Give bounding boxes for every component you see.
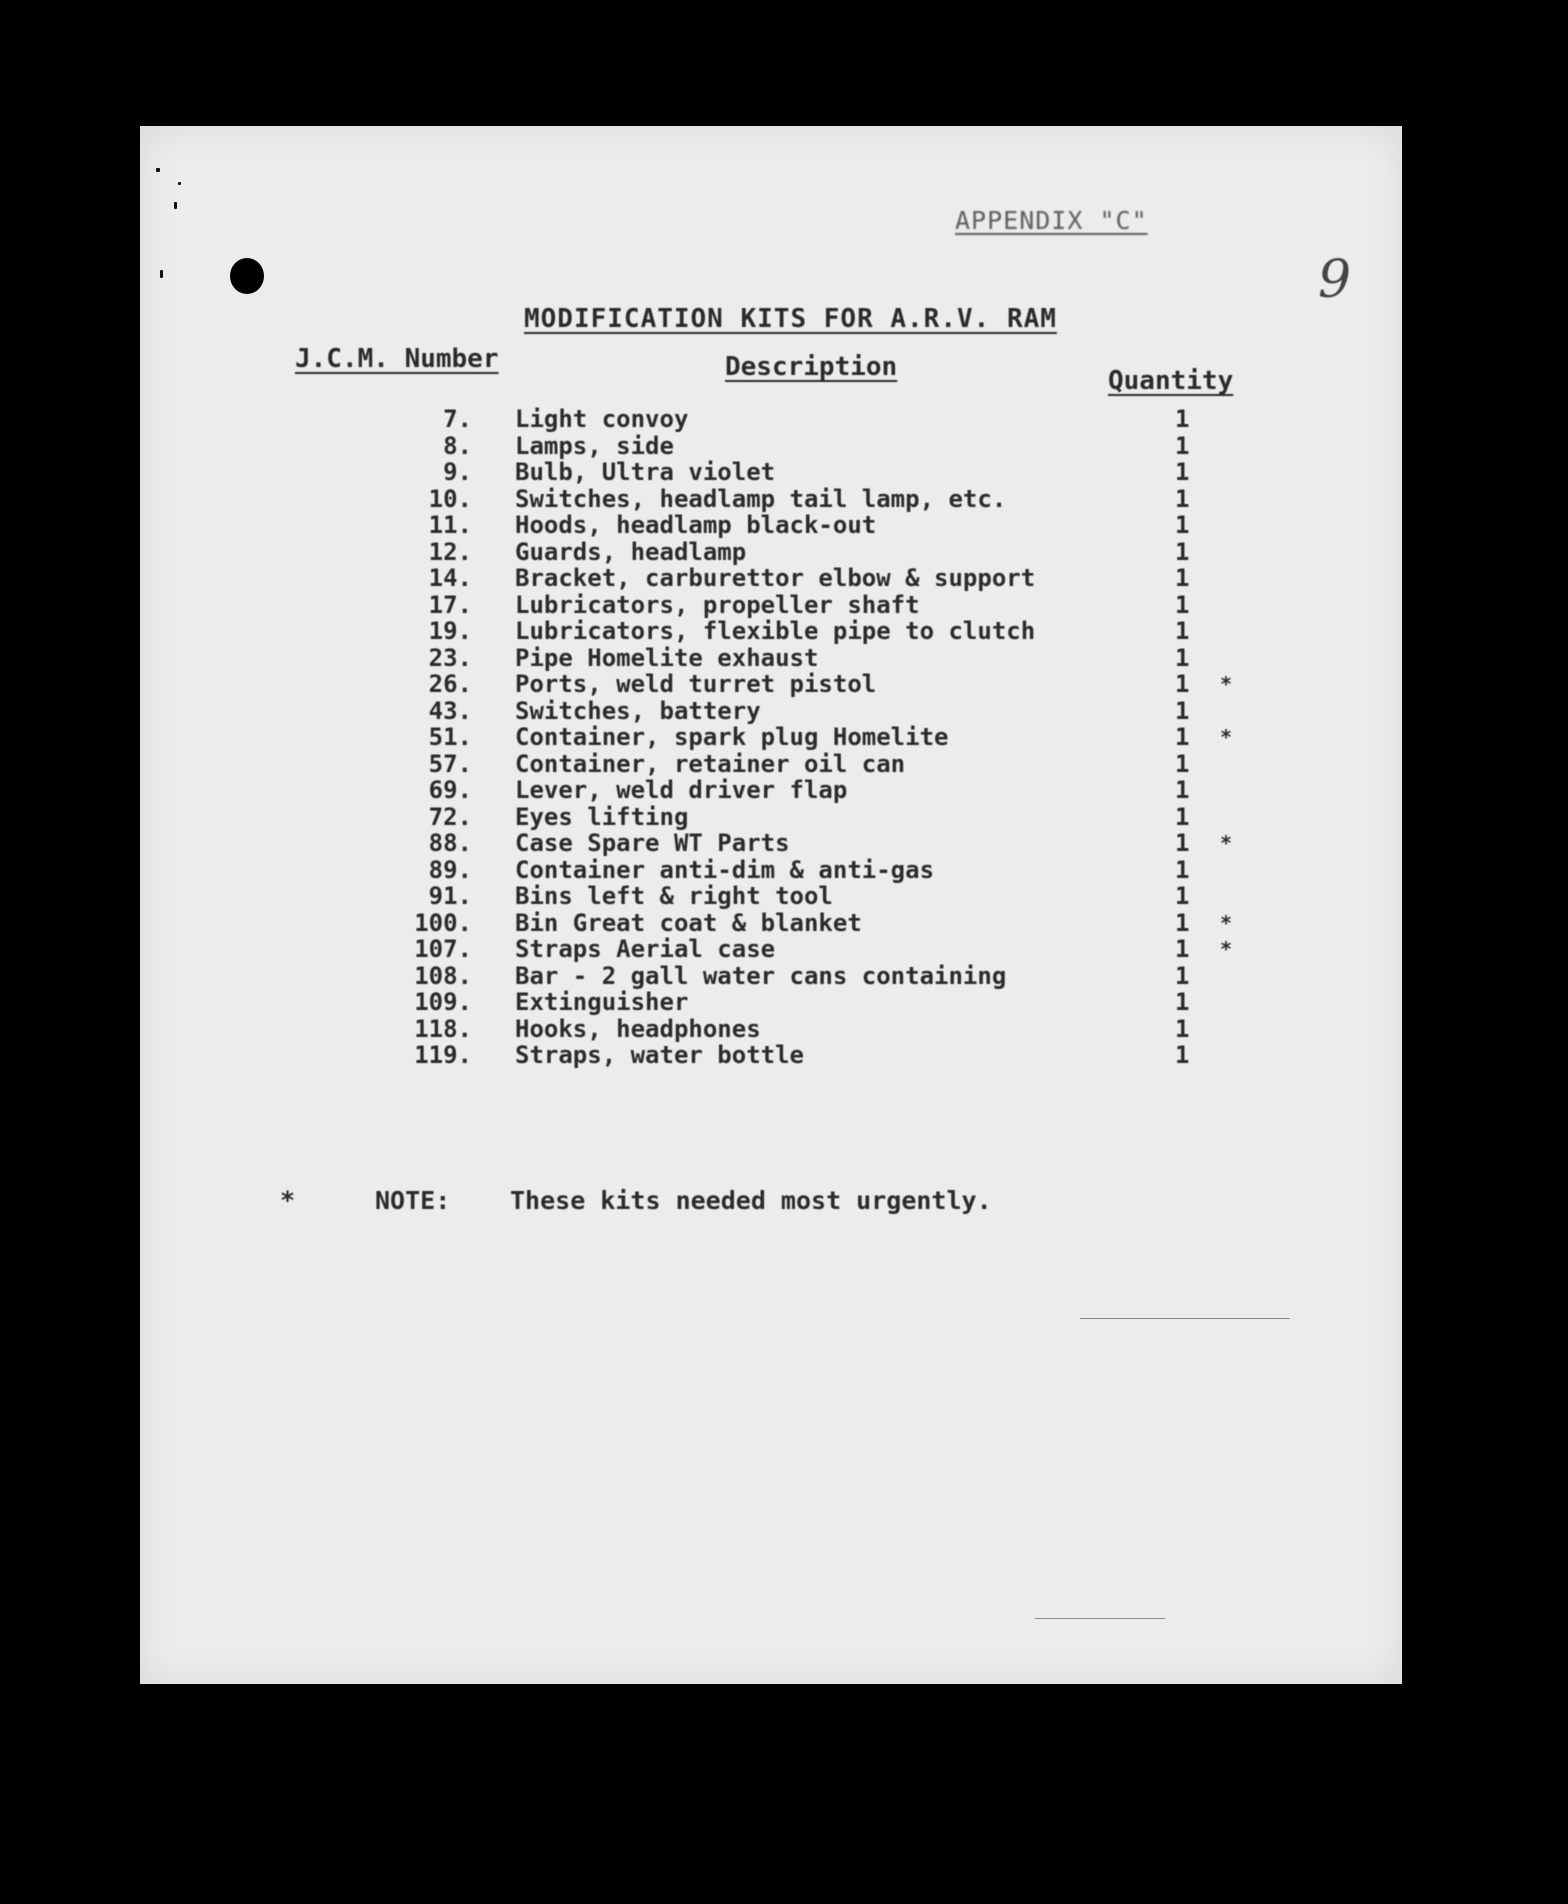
row-quantity: 1 — [1175, 935, 1190, 963]
row-description: Bracket, carburettor elbow & support — [515, 564, 1036, 592]
note-marker: * — [280, 1186, 296, 1215]
row-number: 14. — [428, 564, 472, 592]
row-quantity: 1 — [1175, 670, 1190, 698]
note-label: NOTE: — [375, 1186, 451, 1215]
row-number: 9. — [443, 458, 472, 486]
row-quantity: 1 — [1175, 696, 1190, 725]
row-quantity: 1 — [1175, 537, 1190, 566]
table-row — [140, 910, 1402, 937]
row-number: 8. — [443, 431, 472, 460]
row-number: 88. — [428, 829, 472, 857]
row-number: 108. — [414, 961, 472, 990]
row-description: Straps Aerial case — [515, 935, 776, 963]
table-row — [140, 1042, 1402, 1069]
row-number: 57. — [428, 749, 472, 778]
row-number: 119. — [414, 1041, 472, 1069]
table-row — [140, 618, 1402, 645]
row-number: 23. — [428, 643, 472, 672]
row-quantity: 1 — [1175, 749, 1190, 778]
row-number: 72. — [428, 802, 472, 831]
row-number: 109. — [414, 988, 472, 1016]
row-description: Bulb, Ultra violet — [515, 458, 776, 486]
table-row — [140, 486, 1402, 513]
page-title: MODIFICATION KITS FOR A.R.V. RAM — [524, 304, 1057, 334]
row-quantity: 1 — [1175, 458, 1190, 486]
table-row — [140, 830, 1402, 857]
row-quantity: 1 — [1175, 511, 1190, 539]
row-quantity: 1 — [1175, 882, 1190, 910]
table-row — [140, 433, 1402, 460]
table-row — [140, 565, 1402, 592]
row-number: 7. — [443, 405, 472, 433]
column-header-description: Description — [725, 352, 898, 382]
row-description: Pipe Homelite exhaust — [515, 643, 819, 672]
row-description: Guards, headlamp — [515, 537, 747, 566]
table-row — [140, 724, 1402, 751]
row-number: 19. — [428, 617, 472, 645]
row-urgent-marker: * — [1220, 910, 1233, 935]
row-quantity: 1 — [1175, 1041, 1190, 1069]
row-description: Hoods, headlamp black-out — [515, 511, 877, 539]
table-row — [140, 1016, 1402, 1043]
row-number: 17. — [428, 590, 472, 619]
speck-mark — [178, 182, 181, 185]
row-number: 100. — [414, 908, 472, 937]
row-quantity: 1 — [1175, 802, 1190, 831]
row-description: Lubricators, flexible pipe to clutch — [515, 617, 1036, 645]
row-quantity: 1 — [1175, 617, 1190, 645]
row-description: Hooks, headphones — [515, 1014, 761, 1043]
row-number: 26. — [428, 670, 472, 698]
row-quantity: 1 — [1175, 776, 1190, 804]
table-row — [140, 406, 1402, 433]
row-quantity: 1 — [1175, 590, 1190, 619]
speck-mark — [156, 168, 160, 172]
column-header-number: J.C.M. Number — [295, 344, 499, 374]
row-description: Ports, weld turret pistol — [515, 670, 877, 698]
row-description: Container, spark plug Homelite — [515, 723, 949, 751]
row-number: 118. — [414, 1014, 472, 1043]
page-number: 9 — [1318, 250, 1352, 310]
row-number: 11. — [428, 511, 472, 539]
row-description: Container, retainer oil can — [515, 749, 906, 778]
table-row — [140, 459, 1402, 486]
row-description: Bin Great coat & blanket — [515, 908, 862, 937]
row-description: Switches, battery — [515, 696, 761, 725]
table-row — [140, 777, 1402, 804]
row-description: Bar - 2 gall water cans containing — [515, 961, 1007, 990]
note-text: These kits needed most urgently. — [510, 1186, 992, 1215]
row-number: 69. — [428, 776, 472, 804]
row-description: Lamps, side — [515, 431, 674, 460]
row-urgent-marker: * — [1220, 672, 1233, 696]
table-row — [140, 512, 1402, 539]
row-number: 10. — [428, 484, 472, 513]
row-number: 89. — [428, 855, 472, 884]
table-row — [140, 671, 1402, 698]
table-row — [140, 963, 1402, 990]
row-quantity: 1 — [1175, 908, 1190, 937]
row-number: 91. — [428, 882, 472, 910]
row-quantity: 1 — [1175, 855, 1190, 884]
row-number: 12. — [428, 537, 472, 566]
table-row — [140, 804, 1402, 831]
row-number: 107. — [414, 935, 472, 963]
document-page — [140, 126, 1402, 1684]
speck-mark — [160, 270, 163, 278]
table-row — [140, 883, 1402, 910]
speck-mark — [174, 202, 177, 209]
row-number: 51. — [428, 723, 472, 751]
table-row — [140, 698, 1402, 725]
row-description: Straps, water bottle — [515, 1041, 804, 1069]
row-description: Bins left & right tool — [515, 882, 833, 910]
row-urgent-marker: * — [1220, 725, 1233, 749]
table-row — [140, 857, 1402, 884]
row-description: Extinguisher — [515, 988, 689, 1016]
row-quantity: 1 — [1175, 431, 1190, 460]
row-description: Lubricators, propeller shaft — [515, 590, 920, 619]
row-urgent-marker: * — [1220, 937, 1233, 961]
row-quantity: 1 — [1175, 961, 1190, 990]
row-quantity: 1 — [1175, 1014, 1190, 1043]
row-description: Container anti-dim & anti-gas — [515, 855, 935, 884]
row-description: Lever, weld driver flap — [515, 776, 848, 804]
row-quantity: 1 — [1175, 829, 1190, 857]
table-row — [140, 989, 1402, 1016]
row-quantity: 1 — [1175, 564, 1190, 592]
faint-rule — [1080, 1318, 1290, 1319]
row-urgent-marker: * — [1220, 831, 1233, 855]
row-description: Eyes lifting — [515, 802, 689, 831]
kit-list — [140, 406, 1402, 1069]
table-row — [140, 936, 1402, 963]
punch-hole-icon — [230, 258, 264, 294]
appendix-label: APPENDIX "C" — [955, 206, 1148, 235]
column-header-quantity: Quantity — [1108, 366, 1234, 396]
row-quantity: 1 — [1175, 643, 1190, 672]
table-row — [140, 751, 1402, 778]
row-description: Case Spare WT Parts — [515, 829, 790, 857]
row-quantity: 1 — [1175, 723, 1190, 751]
row-quantity: 1 — [1175, 405, 1190, 433]
table-row — [140, 645, 1402, 672]
row-quantity: 1 — [1175, 484, 1190, 513]
row-quantity: 1 — [1175, 988, 1190, 1016]
faint-rule — [1035, 1618, 1165, 1619]
table-row — [140, 539, 1402, 566]
row-number: 43. — [428, 696, 472, 725]
table-row — [140, 592, 1402, 619]
row-description: Light convoy — [515, 405, 689, 433]
row-description: Switches, headlamp tail lamp, etc. — [515, 484, 1007, 513]
